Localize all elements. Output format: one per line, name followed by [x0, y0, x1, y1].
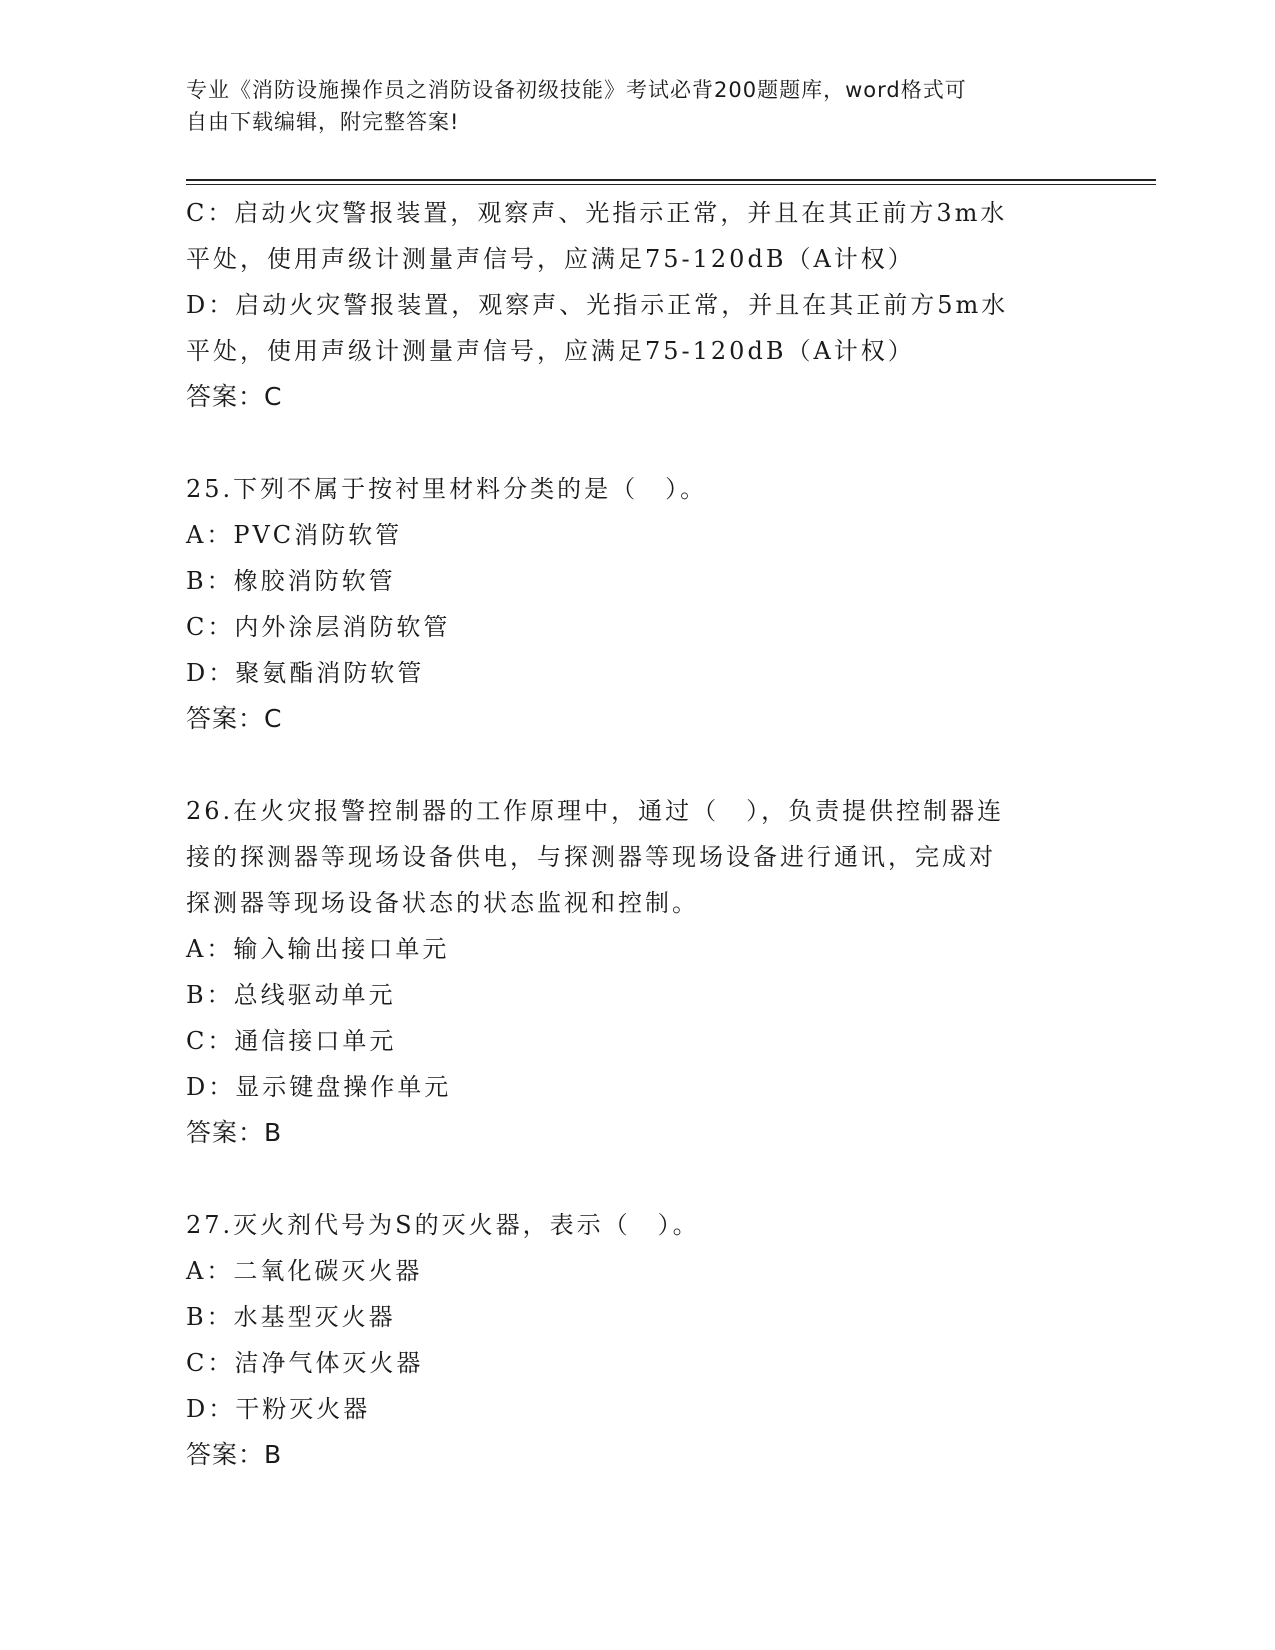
header-line-1: 专业《消防设施操作员之消防设备初级技能》考试必背200题题库，word格式可	[186, 78, 967, 102]
header-rule-thick	[186, 179, 1156, 181]
answer-line: 答案：B	[186, 1440, 283, 1469]
option-d: D：显示键盘操作单元	[186, 1073, 452, 1101]
page-header	[186, 74, 1066, 138]
header-rule-thin	[186, 184, 1156, 185]
question-stem-line-3: 探测器等现场设备状态的状态监视和控制。	[186, 889, 699, 917]
option-c-line-1: C：启动火灾警报装置，观察声、光指示正常，并且在其正前方3m水	[186, 199, 1008, 227]
option-b: B：橡胶消防软管	[186, 567, 396, 595]
option-b: B：水基型灭火器	[186, 1303, 396, 1331]
prev-question-options	[186, 190, 1086, 420]
option-c: C：通信接口单元	[186, 1027, 397, 1055]
spacer	[186, 742, 1086, 788]
option-d: D：聚氨酯消防软管	[186, 659, 425, 687]
option-d: D：干粉灭火器	[186, 1395, 371, 1423]
option-d-line-1: D：启动火灾警报装置，观察声、光指示正常，并且在其正前方5m水	[186, 291, 1009, 319]
option-a: A：输入输出接口单元	[186, 935, 450, 963]
spacer	[186, 1156, 1086, 1202]
option-a: A：二氧化碳灭火器	[186, 1257, 423, 1285]
question-stem-line-2: 接的探测器等现场设备供电，与探测器等现场设备进行通讯，完成对	[186, 843, 996, 871]
option-c: C：洁净气体灭火器	[186, 1349, 424, 1377]
option-a: A：PVC消防软管	[186, 521, 403, 549]
question-stem: 27.灭火剂代号为S的灭火器，表示（ ）。	[186, 1211, 700, 1239]
answer-line: 答案：C	[186, 382, 283, 411]
option-d-line-2: 平处，使用声级计测量声信号，应满足75-120dB（A计权）	[186, 337, 915, 365]
option-c-line-2: 平处，使用声级计测量声信号，应满足75-120dB（A计权）	[186, 245, 915, 273]
question-25	[186, 466, 1086, 742]
option-b: B：总线驱动单元	[186, 981, 396, 1009]
header-line-2: 自由下载编辑，附完整答案!	[186, 110, 460, 134]
question-27	[186, 1202, 1086, 1478]
answer-line: 答案：C	[186, 704, 283, 733]
question-26	[186, 788, 1086, 1156]
document-body	[186, 190, 1086, 1478]
question-stem-line-1: 26.在火灾报警控制器的工作原理中，通过（ ），负责提供控制器连	[186, 797, 1005, 825]
option-c: C：内外涂层消防软管	[186, 613, 451, 641]
answer-line: 答案：B	[186, 1118, 283, 1147]
spacer	[186, 420, 1086, 466]
question-stem: 25.下列不属于按衬里材料分类的是（ ）。	[186, 475, 708, 503]
